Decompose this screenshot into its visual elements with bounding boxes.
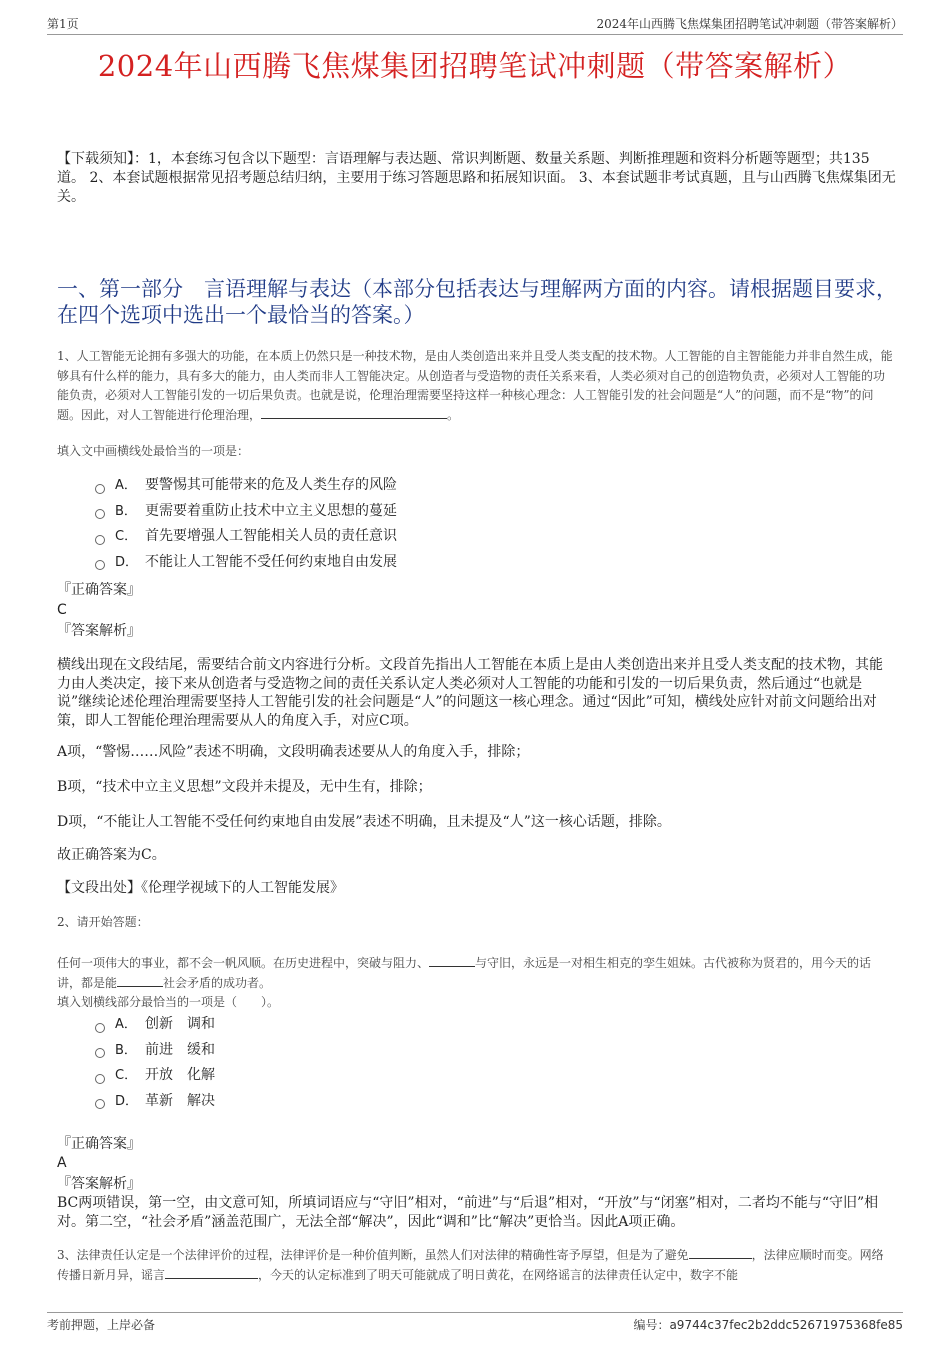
question-2-label: 2、请开始答题： xyxy=(57,915,149,929)
radio-icon[interactable] xyxy=(95,484,105,494)
footer-slogan: 考前押题，上岸必备 xyxy=(47,1318,156,1332)
question-2-stem: 任何一项伟大的事业，都不会一帆风顺。在历史进程中，突破与阻力、 与守旧，永远是一对相生相克的孪生姐妹。古代被称为贤君的，用今天的话讲，都是能 社会矛盾的成功者。 xyxy=(57,956,872,990)
option-b[interactable]: B． 前进 缓和 xyxy=(95,1038,215,1064)
header-doc-title: 2024年山西腾飞焦煤集团招聘笔试冲刺题（带答案解析） xyxy=(596,17,903,31)
answer-blank xyxy=(117,974,163,987)
radio-icon[interactable] xyxy=(95,1074,105,1084)
conclusion: 故正确答案为C。 xyxy=(57,847,166,863)
question-2-prompt: 填入划横线部分最恰当的一项是（ ）。 xyxy=(57,995,280,1009)
question-1-stem: 1、人工智能无论拥有多强大的功能，在本质上仍然只是一种技术物，是由人类创造出来并且受人类支配的技术物。人工智能的自主智能能力并非自然生成，能够具有什么样的能力，具有多大的能力，由人类而非人工智能决定。从创造者与受造物的责任关系来看，人类必须对自己的创造物负责，必须对人工智能的功能负责，必须对人工智能引发的一切后果负责。也就是说，伦理治理需要坚持这样一种核心理念：人工智能引发的社会问题是“人”的问题，而不是“物”的问题。因此，对人工智能进行伦理治理， 。 xyxy=(57,349,893,422)
question-1-analysis: 横线出现在文段结尾，需要结合前文内容进行分析。文段首先指出人工智能在本质上是由人类创造出来并且受人类支配的技术物，其能力由人类决定，接下来从创造者与受造物之间的责任关系认定人类必须对人工智能的功能和引发的一切后果负责，然后通过“也就是说”继续论述伦理治理需要坚持人工智能引发的社会问题是“人”的问题这一核心理念。通过“因此”可知，横线处应针对前文问题给出对策，即人工智能伦理治理需要从人的角度入手，对应C项。 xyxy=(57,657,883,729)
option-a-note: A项，“警惕……风险”表述不明确，文段明确表述要从人的角度入手，排除； xyxy=(57,744,530,760)
answer-blank xyxy=(429,954,475,967)
answer-label: 『正确答案』 xyxy=(57,582,141,598)
page-header xyxy=(47,14,903,35)
option-c[interactable]: C． 开放 化解 xyxy=(95,1063,215,1089)
answer-blank xyxy=(261,406,447,419)
page-footer xyxy=(47,1312,903,1333)
download-notice: 【下载须知】：1，本套练习包含以下题型：言语理解与表达题、常识判断题、数量关系题、判断推理题和资料分析题等题型；共135道。 2、本套试题根据常见招考题总结归纳，主要用于练习答题思路和拓展知识面。 3、本套试题非考试真题，且与山西腾飞焦煤集团无关。 xyxy=(57,151,896,205)
section-heading: 一、第一部分 言语理解与表达（本部分包括表达与理解两方面的内容。请根据题目要求，在四个选项中选出一个最恰当的答案。） xyxy=(57,277,897,327)
analysis-label: 『答案解析』 xyxy=(57,1176,141,1192)
analysis-label: 『答案解析』 xyxy=(57,623,141,639)
radio-icon[interactable] xyxy=(95,1099,105,1109)
answer-blank xyxy=(689,1246,752,1259)
radio-icon[interactable] xyxy=(95,1023,105,1033)
page-title: 2024年山西腾飞焦煤集团招聘笔试冲刺题（带答案解析） xyxy=(97,49,853,83)
question-1-options xyxy=(95,473,397,575)
answer-label: 『正确答案』 xyxy=(57,1136,141,1152)
option-d[interactable]: D． 革新 解决 xyxy=(95,1089,215,1115)
correct-answer: A xyxy=(57,1155,67,1171)
option-b-note: B项，“技术中立主义思想”文段并未提及，无中生有，排除； xyxy=(57,779,432,795)
radio-icon[interactable] xyxy=(95,560,105,570)
option-c[interactable]: C． 首先要增强人工智能相关人员的责任意识 xyxy=(95,524,397,550)
page-number: 第1页 xyxy=(47,17,79,31)
option-d-note: D项，“不能让人工智能不受任何约束地自由发展”表述不明确，且未提及“人”这一核心话题，排除。 xyxy=(57,814,671,830)
option-a[interactable]: A． 创新 调和 xyxy=(95,1012,215,1038)
question-2-options xyxy=(95,1012,215,1114)
question-3-stem: 3、法律责任认定是一个法律评价的过程，法律评价是一种价值判断，虽然人们对法律的精确性寄予厚望，但是为了避免 ，法律应顺时而变。网络传播日新月异，谣言 ，今天的认定标准到了明天可能就成了明日黄花，在网络谣言的法律责任认定中，数字不能 xyxy=(57,1248,884,1282)
question-1-prompt: 填入文中画横线处最恰当的一项是： xyxy=(57,444,250,458)
option-a[interactable]: A． 要警惕其可能带来的危及人类生存的风险 xyxy=(95,473,397,499)
correct-answer: C xyxy=(57,602,67,618)
question-2-analysis: BC两项错误，第一空，由文意可知，所填词语应与“守旧”相对，“前进”与“后退”相对，“开放”与“闭塞”相对，二者均不能与“守旧”相对。第二空，“社会矛盾”涵盖范围广，无法全部“解决”，因此“调和”比“解决”更恰当。因此A项正确。 xyxy=(57,1195,879,1230)
option-d[interactable]: D． 不能让人工智能不受任何约束地自由发展 xyxy=(95,550,397,576)
document-code: 编号：a9744c37fec2b2ddc52671975368fe85 xyxy=(633,1318,903,1332)
radio-icon[interactable] xyxy=(95,509,105,519)
radio-icon[interactable] xyxy=(95,1048,105,1058)
answer-blank xyxy=(165,1266,258,1279)
radio-icon[interactable] xyxy=(95,535,105,545)
source: 【文段出处】《伦理学视域下的人工智能发展》 xyxy=(57,880,344,896)
option-b[interactable]: B． 更需要着重防止技术中立主义思想的蔓延 xyxy=(95,499,397,525)
